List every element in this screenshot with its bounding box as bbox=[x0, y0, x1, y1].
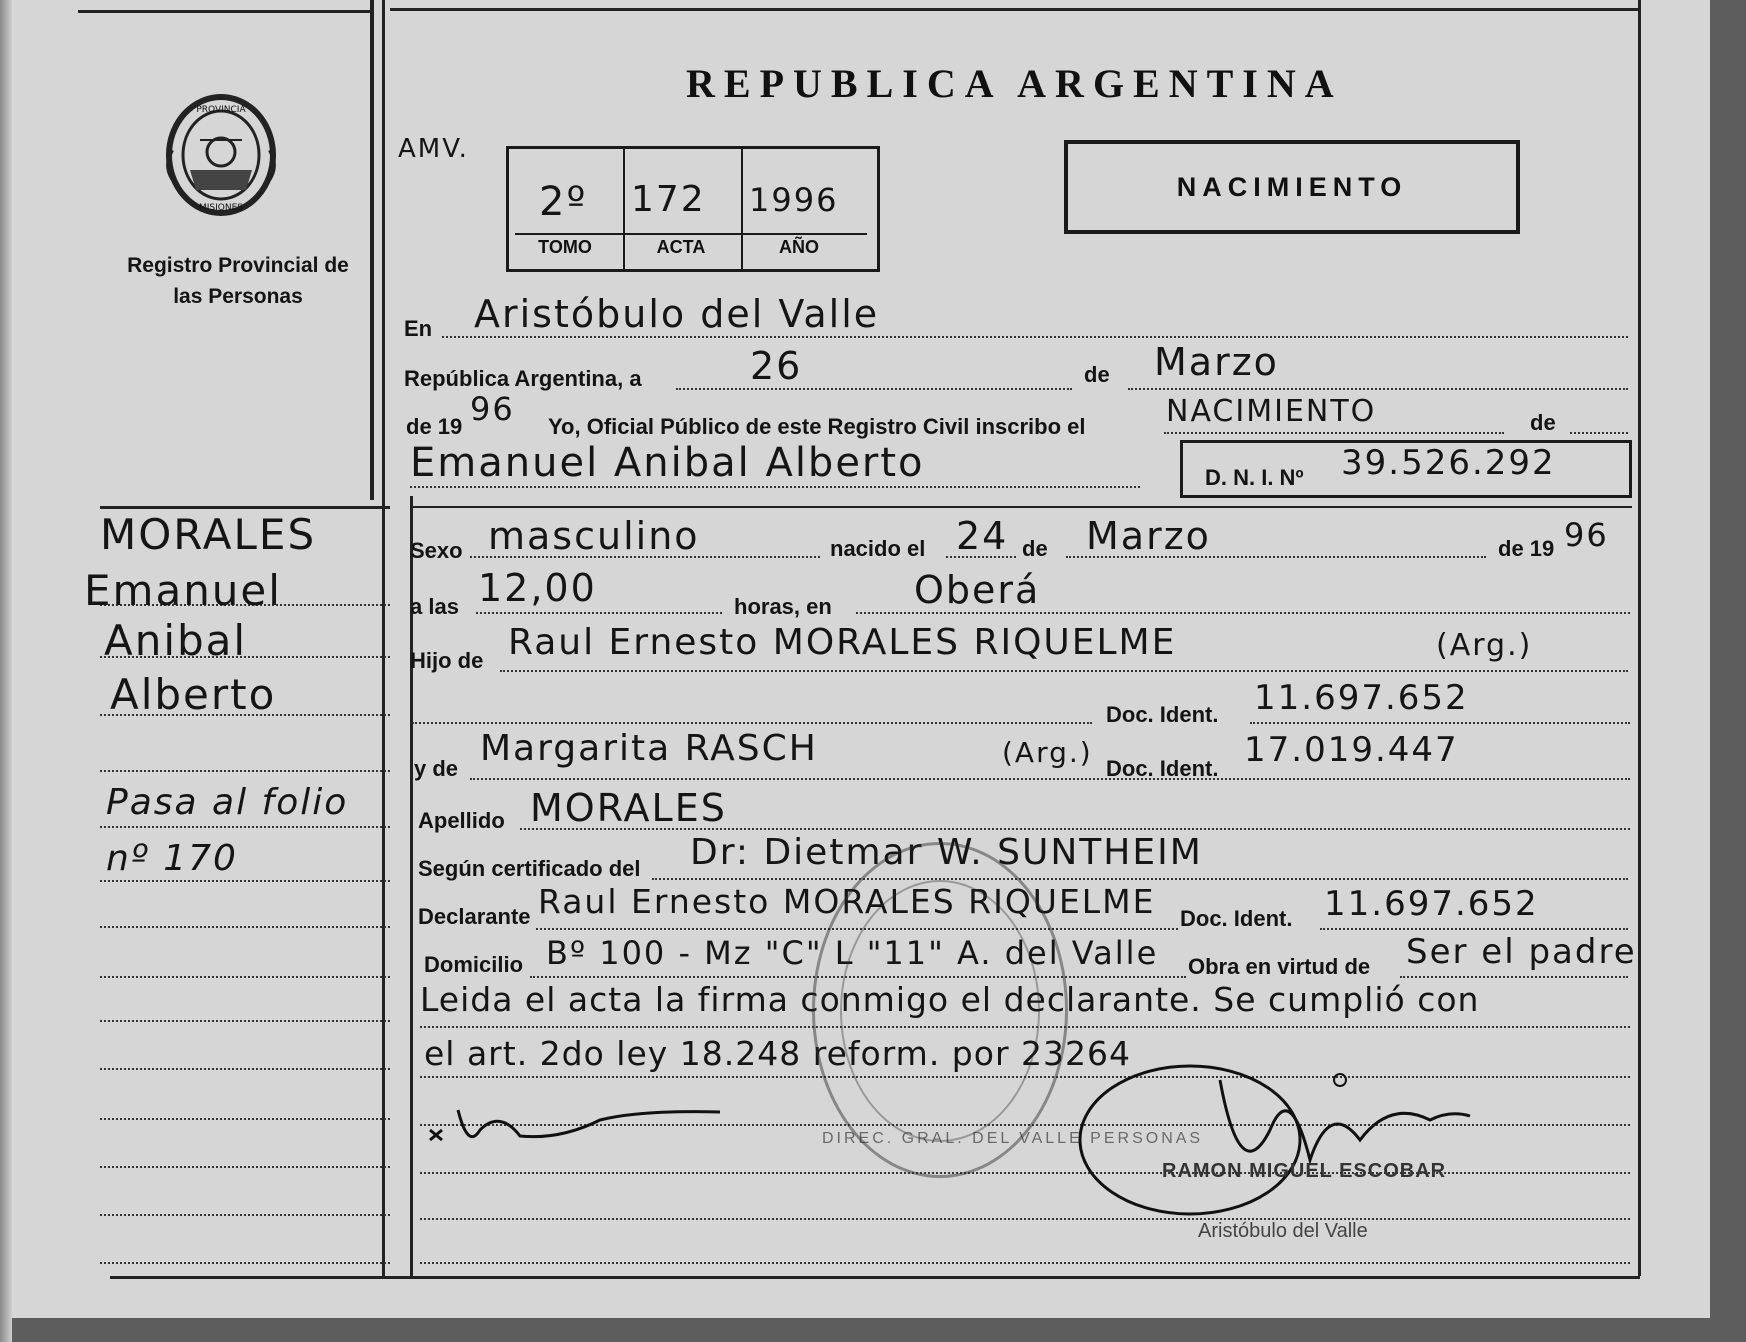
officer-signature bbox=[1070, 1040, 1490, 1220]
seal-bottom-text: MISIONES bbox=[198, 203, 244, 213]
margin-name-3: Alberto bbox=[110, 670, 277, 719]
day-value: 26 bbox=[750, 344, 803, 388]
officer-stamp-name: RAMON MIGUEL ESCOBAR bbox=[1162, 1160, 1447, 1182]
hijo-label: Hijo de bbox=[410, 648, 484, 673]
seal-top-text: PROVINCIA bbox=[196, 105, 246, 115]
obra-label: Obra en virtud de bbox=[1188, 954, 1371, 979]
father-doc-label: Doc. Ident. bbox=[1106, 702, 1219, 727]
birth-day: 24 bbox=[956, 514, 1009, 558]
a-las-label: a las bbox=[410, 594, 459, 619]
surname-value: MORALES bbox=[530, 786, 727, 830]
sexo-label: Sexo bbox=[410, 538, 463, 563]
apellido-label: Apellido bbox=[418, 808, 505, 833]
registration-box bbox=[506, 146, 880, 272]
tomo-label: TOMO bbox=[538, 237, 592, 257]
acta-label: ACTA bbox=[656, 237, 706, 257]
left-column-divider bbox=[382, 0, 385, 1276]
dni-box bbox=[1180, 440, 1632, 498]
declarant-doc: 11.697.652 bbox=[1324, 884, 1539, 924]
record-type-box bbox=[1064, 140, 1520, 234]
de-label: de bbox=[1084, 362, 1110, 387]
acta-value: 172 bbox=[631, 179, 706, 220]
margin-code: AMV. bbox=[398, 134, 469, 164]
birth-time: 12,00 bbox=[478, 566, 597, 610]
domicilio-label: Domicilio bbox=[424, 952, 524, 977]
top-left-rule bbox=[78, 10, 370, 13]
mother-nationality: (Arg.) bbox=[1002, 736, 1093, 769]
dni-label: D. N. I. Nº bbox=[1205, 465, 1304, 490]
remarks-line-2: el art. 2do ley 18.248 reform. por 23264 bbox=[424, 1034, 1131, 1073]
mother-doc-label: Doc. Ident. bbox=[1106, 756, 1219, 781]
address-value: Bº 100 - Mz "C" L "11" A. del Valle bbox=[546, 934, 1159, 972]
in-virtue-of: Ser el padre bbox=[1406, 932, 1637, 972]
top-rule bbox=[390, 8, 1640, 11]
father-nationality: (Arg.) bbox=[1436, 628, 1533, 663]
anio-value: 1996 bbox=[749, 181, 839, 219]
father-doc: 11.697.652 bbox=[1254, 678, 1469, 718]
de19-label: de 19 bbox=[1498, 536, 1555, 561]
record-type: NACIMIENTO bbox=[1176, 172, 1408, 202]
mother-name: Margarita RASCH bbox=[480, 728, 818, 769]
page-edge-shadow bbox=[0, 0, 12, 1342]
declarant-signature bbox=[420, 1090, 740, 1160]
tomo-value: 2º bbox=[539, 179, 588, 225]
declarant-doc-label: Doc. Ident. bbox=[1180, 906, 1293, 931]
officer-stamp-place: Aristóbulo del Valle bbox=[1198, 1220, 1368, 1242]
margin-name-2: Anibal bbox=[104, 616, 248, 665]
republica-label: República Argentina, a bbox=[404, 366, 642, 391]
year-suffix: 96 bbox=[470, 390, 515, 428]
place-value: Aristóbulo del Valle bbox=[474, 292, 880, 336]
page-title: REPUBLICA ARGENTINA bbox=[686, 61, 1343, 106]
anio-label: AÑO bbox=[779, 237, 819, 257]
father-name: Raul Ernesto MORALES RIQUELME bbox=[508, 622, 1177, 663]
certificado-label: Según certificado del bbox=[418, 856, 641, 881]
margin-note-2: nº 170 bbox=[106, 838, 238, 879]
y-de-label: y de bbox=[414, 756, 459, 781]
birth-month: Marzo bbox=[1086, 514, 1211, 558]
child-given-names: Emanuel Anibal Alberto bbox=[410, 440, 925, 486]
registry-name: Registro Provincial de las Personas bbox=[127, 254, 349, 308]
dni-value: 39.526.292 bbox=[1341, 443, 1556, 483]
month-value: Marzo bbox=[1154, 340, 1279, 384]
officer-text: Yo, Oficial Público de este Registro Civil inscribo el bbox=[548, 414, 1086, 439]
declarant-value: Raul Ernesto MORALES RIQUELME bbox=[538, 882, 1156, 921]
misiones-seal-icon bbox=[160, 90, 282, 220]
remarks-line-1: Leida el acta la firma conmigo el declarante. Se cumplió con bbox=[420, 980, 1480, 1019]
birth-year-suffix: 96 bbox=[1564, 516, 1609, 554]
mother-doc: 17.019.447 bbox=[1244, 730, 1459, 770]
declarante-label: Declarante bbox=[418, 904, 531, 929]
year-label: de 19 bbox=[406, 414, 463, 439]
left-column-divider-top bbox=[370, 0, 374, 500]
round-stamp-text: DIREC. GRAL. DEL VALLE PERSONAS bbox=[822, 1130, 1204, 1147]
round-stamp-inner bbox=[840, 880, 1040, 1142]
section-rule bbox=[412, 506, 1632, 508]
act-type-value: NACIMIENTO bbox=[1166, 394, 1377, 429]
horas-label: horas, en bbox=[734, 594, 832, 619]
doctor-value: Dr: Dietmar W. SUNTHEIM bbox=[690, 832, 1203, 873]
margin-note-1: Pasa al folio bbox=[106, 782, 349, 823]
margin-name-1: Emanuel bbox=[84, 566, 282, 615]
nacido-label: nacido el bbox=[830, 536, 926, 561]
de-label-2: de bbox=[1530, 410, 1556, 435]
de-label-3: de bbox=[1022, 536, 1048, 561]
left-column-rule bbox=[100, 506, 390, 509]
bottom-rule bbox=[110, 1276, 1640, 1279]
margin-surname: MORALES bbox=[100, 510, 317, 559]
birth-place: Oberá bbox=[914, 568, 1041, 612]
sex-value: masculino bbox=[488, 514, 700, 558]
en-label: En bbox=[404, 316, 433, 341]
right-border bbox=[1638, 0, 1641, 1276]
